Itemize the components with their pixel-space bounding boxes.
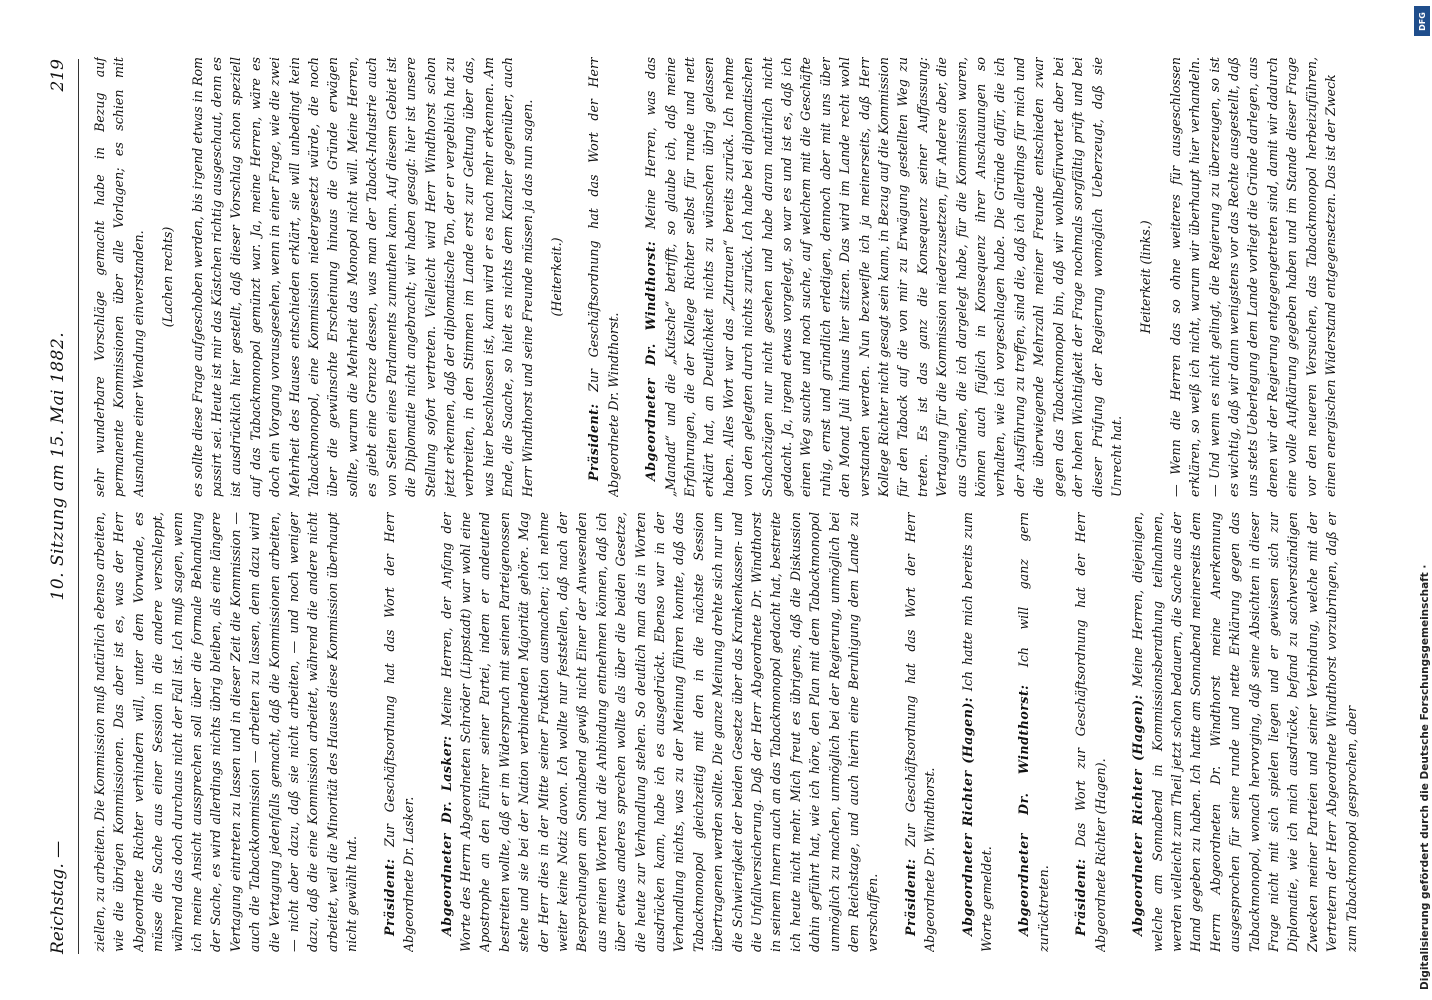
speaker-name: Abgeordneter Dr. Lasker: [438,735,454,936]
header-left: Reichstag. — [48,840,68,954]
text-paragraph: sehr wunderbare Vorschläge gemacht habe in Bezug auf permanente Kommissionen über alle Vorlagen; es schien mit Ausnahme einer Wendung einverstanden. [92,57,146,497]
speech-paragraph [380,512,419,952]
speech-paragraph [641,57,1126,497]
speaker-name: Abgeordneter Dr. Windthorst: [643,240,659,481]
page-header [48,59,79,954]
speech-paragraph [1014,512,1053,952]
stage-direction: (Heiterkeit.) [548,237,564,317]
speech-paragraph [1128,512,1360,952]
page-number: 219 [48,59,68,92]
speech-text: Ich will ganz gern zurücktreten. [1016,512,1051,952]
speech-text: Meine Herren, der Anfang der Worte des Herrn Abgeordneten Schröder (Lippstadt) war wohl eine Apostrophe an den Führer seiner Partei, indem er andeutend bestreiten wollte, daß er im Widerspruch mit seinen Parteigenossen stehe und sie bei der Nation verbindenden Majorität gehöre. Mag der Herr dies in der Mitte seiner Fraktion ausmachen; ich nehme weiter keine Notiz davon. Ich wollte nur feststellen, daß nach der Besprechungen am Sonnabend gewiß nicht Einer der Anwesenden aus meinen Worten hat die Anbindung entnehmen können, daß ich über etwas anderes sprechen wollte als über die beiden Gesetze, die heute zur Verhandlung stehen. So deutlich man das in Worten ausdrücken kann, habe ich es ausgedrückt. Ebenso war in der Verhandlung nichts, was zu der Meinung führen konnte, daß das Tabackmonopol gleichzeitig mit den in die nächste Session übertragenen werden sollte. Die ganze Meinung drehte sich nur um die Schwierigkeit der beiden Gesetze über das Krankenkassen- und die Unfallversicherung. Daß der Herr Abgeordnete Dr. Windthorst in seinem Innern auch an das Tabackmonopol gedacht hat, bestreite ich heute nicht mehr. Mich freut es übrigens, daß die Diskussion dahin geführt hat, wie ich höre, den Plan mit dem Tabackmonopol unmöglich zu machen, unmöglich bei der Regierung, unmöglich bei dem Reichstage, und auch hierin eine Beruhigung dem Lande zu verschaffen. [438,512,881,952]
speaker-name: Präsident: [381,858,397,936]
stage-direction: Heiterkeit (links.) [1138,220,1154,334]
stage-direction: (Lachen rechts) [160,226,176,328]
left-column [90,512,1360,952]
speech-paragraph [1071,512,1110,952]
speaker-name: Präsident: [902,858,918,936]
right-column [90,57,1360,497]
text-paragraph: — Wenn die Herren das so ohne weiteres für ausgeschlossen erklären, so weiß ich nicht, warum wir überhaupt hier verhandeln. — Und wenn es nicht gelingt, die Regierung zu überzeugen, so ist es wichtig, daß wir dann wenigstens vor das Rechte ausgestellt, daß uns stets Ueberlegung dem Lande vorliegt die Gründe darlegen, aus denen wir der Regierung entgegengetreten sind, damit wir dadurch eine volle Aufklärung gegeben haben und im Stande dieser Frage vor den neueren Versuchen, das Tabackmonopol herbeizuführen, einen energischen Widerstand entgegensetzen. Das ist der Zweck [1167,57,1338,497]
dfg-logo: DFG [1414,6,1430,36]
speaker-name: Abgeordneter Richter (Hagen): [1130,694,1146,936]
speech-text: Das Wort zur Geschäftsordnung hat der Herr Abgeordnete Richter (Hagen). [1073,512,1108,952]
funding-note: Digitalisierung gefördert durch die Deutsche Forschungsgemeinschaft · [1419,564,1431,990]
speaker-name: Präsident: [586,403,602,481]
text-paragraph: es sollte diese Frage aufgeschoben werden, bis irgend etwas in Rom passirt sei. Heute ist mir das Kästchen richtig ausgeschaut, denn es ist ausdrücklich hier gestellt, daß dieser Vorschlag schon speziell auf das Tabackmonopol gemünzt war. Ja, meine Herren, wäre es doch ein Vorgang vorausgesehen, wenn in einer Frage, wie die zwei Mehrheit des Hauses entschieden erklärt, sie will unbedingt kein Tabackmonopol, eine Kommission niedergesetzt würde, die noch über die gewünschte Erscheinung hinaus die Gründe erwägen sollte, warum die Mehrheit das Monopol nicht will. Meine Herren, es giebt eine Grenze dessen, was man der Taback-Industrie auch von Seiten eines Parlaments zumuthen kann. Auf diesem Gebiet ist die Diplomatie nicht angebracht; wir haben gesagt: hier ist unsere Stellung sofort vertreten. Vielleicht wird Herr Windthorst schon jetzt erkennen, daß der diplomatische Ton, der er vergeblich hat zu verbreiten, in den Stimmen im Lande erst zur Geltung über das, was hier beschlossen ist, kann wird er es nach mehr erkennen. Am Ende, die Saache, so hielt es nichts dem Kanzler gegenüber, auch Herr Windthorst und seine Freunde müssen ja das nun sagen. [189,57,535,497]
speech-text: Meine Herren, was das „Mandat“ und die „Kutsche“ betrifft, so glaube ich, daß meine Erfahrungen, die der Kollege Richter selbst für runde und nett erklärt hat, an Deutlichkeit nichts zu wünschen übrig gelassen haben. Alles Wort war das „Zutrauen“ bereits zurück. Ich nehme von den gelegten durch nichts zurück. Ich habe bei diplomatischen Schachzügen nur nicht gesehen und habe daran natürlich nicht gedacht. Ja, irgend etwas vorgelegt, so war es und ist es, daß ich einen Weg suchte und noch suche, auf welchem mit die Geschäfte ruhig, ernst und gründlich erledigen, dennoch aber mit uns über den Monat Juli hinaus hier sitzen. Das wird im Lande recht wohl verstanden werden. Nun bezweifle ich ja meinerseits, daß Herr Kollege Richter nicht gesagt sein kann, in Bezug auf die Kommission für den Taback auf die von mir zu Erwägung gestellten Weg zu treten. Es ist das ganz die Konsequenz seiner Auffassung: Vertagung für die Kommission niederzusetzen, für Andere aber, die aus Gründen, die ich dargelegt habe, für die Kommission waren, können auch füglich in Konsequenz ihrer Anschauungen so verhalten, wie ich vorgeschlagen habe. Die Gründe dafür, die ich der Ausführung zu treffen, sind die, daß ich allerdings für mich und die überwiegende Mehrzahl meiner Freunde entschieden zwar gegen das Tabackmonopol bin, daß wir wohlbefürwortet aber bei der hohen Wichtigkeit der Frage nochmals sorgfältig prüft und bei dieser Prüfung der Regierung womöglich Ueberzeugt, daß sie Unrecht hat. [643,57,1124,497]
speech-paragraph [437,512,883,952]
text-paragraph: ziellen, zu arbeiten. Die Kommission muß natürlich ebenso arbeiten, wie die übrigen Kommissionen. Das aber ist es, was der Herr Abgeordnete Richter verhindern will, unter dem Vorwande, es müsse die Sache aus einer Session in die andere verschleppt, während das doch durchaus nicht der Fall ist. Ich muß sagen, wenn ich meine Ansicht aussprechen soll über die formale Behandlung der Sache, es wird allerdings nichts übrig bleiben, als eine längere Vertagung eintreten zu lassen und in dieser Zeit die Kommission — auch die Tabackkommission — arbeiten zu lassen, denn dazu wird die Vertagung jedenfalls gemacht, daß die Kommissionen arbeiten, — nicht aber dazu, daß sie nicht arbeiten, — und noch weniger dazu, daß die eine Kommission arbeitet, während die andere nicht arbeitet, weil die Minorität des Hauses diese Kommission überhaupt nicht gewählt hat. [92,512,360,952]
page-title: 10. Sitzung am 15. Mai 1882. [48,331,68,601]
speech-text: Zur Geschäftsordnung hat das Wort der Herr Abgeordnete Dr. Lasker. [381,512,417,952]
speech-paragraph [584,57,623,497]
speaker-name: Präsident: [1073,858,1089,936]
speaker-name: Abgeordneter Dr. Windthorst: [1016,684,1032,936]
speech-paragraph [958,512,997,952]
speaker-name: Abgeordneter Richter (Hagen): [959,697,975,936]
speech-paragraph [901,512,940,952]
speech-text: Zur Geschäftsordnung hat das Wort der Herr Abgeordnete Dr. Windthorst. [586,57,621,497]
speech-text: Ich hatte mich bereits zum Worte gemeldet. [959,512,995,952]
speech-text: Zur Geschäftsordnung hat das Wort der Herr Abgeordnete Dr. Windthorst. [902,512,938,952]
speech-text: Meine Herren, diejenigen, welche am Sonnabend in Kommissionsberathung teilnahmen, werden vielleicht zum Theil jetzt schon bedauern, die Sache aus der Hand gegeben zu haben. Ich hatte am Sonnabend meinerseits dem Herrn Abgeordneten Dr. Windthorst meine Anerkennung ausgesprochen für seine runde und nette Erklärung gegen das Tabackmonopol, wonach hervorging, daß seine Absichten in dieser Frage nicht mit sich spielen liegen und er gewissen sich zur Diplomatie, wie ich mich ausdrücke, befand zu sachverständigen Zwecken meiner Parteien und seiner Verbindung, welche mit der Vertretern der Herr Abgeordnete Windthorst vorzubringen, daß er zum Tabackmonopol gesprochen, aber [1130,512,1359,952]
side-caption [1412,0,1432,1000]
